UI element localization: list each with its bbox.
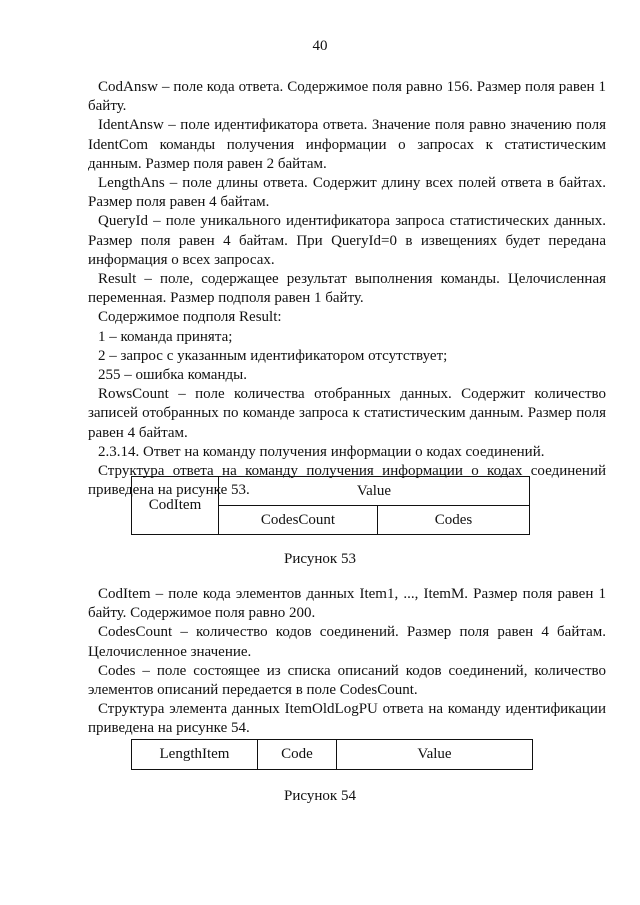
paragraph-structure-54: Структура элемента данных ItemOldLogPU ответа на команду идентификации приведена на рисунке 54. [88, 701, 606, 737]
figure-53-caption: Рисунок 53 [284, 551, 356, 567]
cell-coditem: CodItem [132, 477, 219, 535]
paragraph-lengthans: LengthAns – поле длины ответа. Содержит длину всех полей ответа в байтах. Размер поля равен 4 байтам. [88, 175, 606, 211]
paragraph-codescount: CodesCount – количество кодов соединений. Размер поля равен 4 байтам. Целочисленное значение. [88, 624, 606, 660]
section-heading: 2.3.14. Ответ на команду получения информации о кодах соединений. [98, 443, 545, 460]
cell-value: Value [219, 477, 530, 506]
list-item: 1 – команда принята; [98, 328, 233, 345]
paragraph-codes: Codes – поле состоящее из списка описаний кодов соединений, количество элементов описаний передается в поле CodesCount. [88, 662, 606, 699]
cell-codescount: CodesCount [219, 506, 378, 535]
list-item: 2 – запрос с указанным идентификатором отсутствует; [98, 347, 448, 364]
text-block-bottom [88, 585, 606, 739]
list-item: 255 – ошибка команды. [98, 367, 247, 384]
paragraph-result-contents: Содержимое подполя Result: [98, 309, 282, 326]
cell-code: Code [258, 740, 337, 770]
figure-54-caption: Рисунок 54 [284, 788, 356, 804]
paragraph-result: Result – поле, содержащее результат выполнения команды. Целочисленная переменная. Размер подполя равен 1 байту. [88, 271, 606, 307]
figure-54-table [131, 739, 533, 770]
cell-codes: Codes [378, 506, 530, 535]
paragraph-structure-53: Структура ответа на команду получения информации о кодах соединений приведена на рисунке 53. [88, 463, 606, 499]
paragraph-codansw: CodAnsw – поле кода ответа. Содержимое поля равно 156. Размер поля равен 1 байту. [88, 79, 606, 115]
figure-53-table [131, 476, 530, 535]
cell-lengthitem: LengthItem [132, 740, 258, 770]
paragraph-rowscount: RowsCount – поле количества отобранных данных. Содержит количество записей отобранных по команде запроса к статистическим данным. Размер поля равен 4 байтам. [88, 386, 606, 441]
paragraph-coditem: CodItem – поле кода элементов данных Item1, ..., ItemM. Размер поля равен 1 байту. Содержимое поля равно 200. [88, 586, 606, 622]
cell-value: Value [337, 740, 533, 770]
text-block-top [88, 78, 606, 500]
page-number: 40 [312, 38, 328, 54]
paragraph-queryid: QueryId – поле уникального идентификатора запроса статистических данных. Размер поля равен 4 байтам. При QueryId=0 в извещениях будет передана информация о всех запросах. [88, 213, 606, 268]
paragraph-identansw: IdentAnsw – поле идентификатора ответа. Значение поля равно значению поля IdentCom команды получения информации о запросах к статистическим данным. Размер поля равен 2 байтам. [88, 117, 606, 172]
